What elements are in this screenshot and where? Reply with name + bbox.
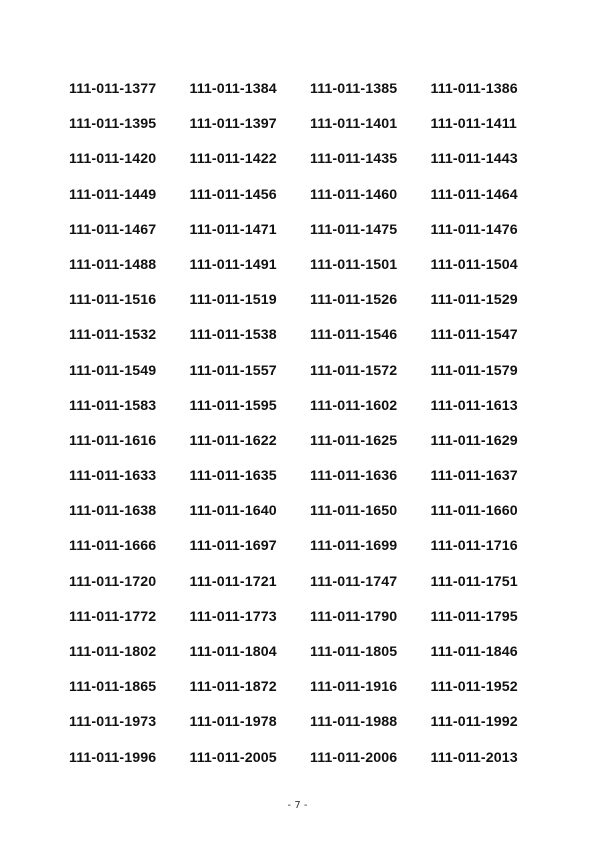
number-item: 111-011-1616: [69, 432, 157, 449]
number-item: 111-011-1546: [310, 327, 398, 344]
number-item: 111-011-1488: [69, 256, 157, 273]
number-item: 111-011-1650: [310, 503, 398, 520]
number-item: 111-011-1865: [69, 679, 157, 696]
number-item: 111-011-1973: [69, 714, 157, 731]
number-item: 111-011-1547: [430, 327, 518, 344]
number-item: 111-011-1385: [310, 81, 398, 97]
number-item: 111-011-1613: [430, 397, 518, 414]
number-item: 111-011-1805: [310, 644, 398, 660]
number-item: 111-011-1602: [310, 397, 398, 414]
number-item: 111-011-1790: [310, 608, 398, 625]
number-item: 111-011-1579: [430, 362, 518, 379]
number-item: 111-011-1449: [69, 186, 157, 203]
number-list: [69, 79, 539, 783]
number-item: 111-011-1476: [430, 221, 518, 238]
number-item: 111-011-1637: [430, 468, 518, 485]
number-item: 111-011-1666: [69, 538, 157, 555]
number-item: 111-011-1557: [189, 362, 277, 379]
number-item: 111-011-2005: [189, 749, 277, 766]
number-item: 111-011-1475: [310, 221, 398, 238]
number-item: 111-011-1420: [69, 151, 157, 168]
number-item: 111-011-2013: [430, 749, 518, 766]
number-item: 111-011-1395: [69, 116, 157, 133]
number-item: 111-011-1978: [189, 714, 277, 731]
number-item: 111-011-1751: [430, 573, 518, 590]
number-item: 111-011-1721: [189, 573, 277, 590]
number-item: 111-011-1501: [310, 256, 398, 273]
number-item: 111-011-1635: [189, 468, 277, 485]
number-item: 111-011-1519: [189, 292, 277, 309]
number-item: 111-011-1992: [430, 714, 518, 731]
number-item: 111-011-1625: [310, 432, 398, 449]
number-item: 111-011-1699: [310, 538, 398, 555]
number-item: 111-011-2006: [310, 749, 398, 766]
number-item: 111-011-1640: [189, 503, 277, 520]
number-item: 111-011-1629: [430, 432, 518, 449]
number-item: 111-011-1435: [310, 151, 398, 168]
number-item: 111-011-1526: [310, 292, 398, 309]
number-item: 111-011-1532: [69, 327, 157, 344]
number-item: 111-011-1460: [310, 186, 398, 203]
number-item: 111-011-1491: [189, 256, 277, 273]
number-item: 111-011-1595: [189, 397, 277, 414]
number-item: 111-011-1583: [69, 397, 157, 414]
number-item: 111-011-1538: [189, 327, 277, 344]
number-item: 111-011-1504: [430, 256, 518, 273]
number-item: 111-011-1529: [430, 292, 518, 309]
number-item: 111-011-1622: [189, 432, 277, 449]
number-item: 111-011-1467: [69, 221, 157, 238]
number-item: 111-011-1443: [430, 151, 518, 168]
number-item: 111-011-1720: [69, 573, 157, 590]
number-item: 111-011-1549: [69, 362, 157, 379]
number-item: 111-011-1386: [430, 81, 518, 97]
number-item: 111-011-1572: [310, 362, 398, 379]
number-item: 111-011-1411: [430, 116, 517, 133]
number-item: 111-011-1804: [189, 644, 277, 660]
number-item: 111-011-1872: [189, 679, 277, 696]
page-number: - 7 -: [287, 800, 308, 811]
number-item: 111-011-1384: [189, 81, 277, 97]
number-item: 111-011-1638: [69, 503, 157, 520]
number-item: 111-011-1636: [310, 468, 398, 485]
number-item: 111-011-1996: [69, 749, 157, 766]
number-item: 111-011-1795: [430, 608, 518, 625]
number-item: 111-011-1471: [189, 221, 277, 238]
number-item: 111-011-1397: [189, 116, 277, 133]
number-item: 111-011-1988: [310, 714, 398, 731]
number-item: 111-011-1464: [430, 186, 518, 203]
number-item: 111-011-1846: [430, 644, 518, 660]
number-item: 111-011-1377: [69, 81, 157, 97]
number-item: 111-011-1633: [69, 468, 157, 485]
number-item: 111-011-1802: [69, 644, 157, 660]
number-item: 111-011-1456: [189, 186, 277, 203]
number-item: 111-011-1422: [189, 151, 277, 168]
number-item: 111-011-1716: [430, 538, 518, 555]
number-item: 111-011-1773: [189, 608, 277, 625]
number-item: 111-011-1401: [310, 116, 398, 133]
number-item: 111-011-1772: [69, 608, 157, 625]
number-item: 111-011-1952: [430, 679, 518, 696]
number-item: 111-011-1660: [430, 503, 518, 520]
number-item: 111-011-1516: [69, 292, 157, 309]
number-item: 111-011-1697: [189, 538, 277, 555]
number-item: 111-011-1916: [310, 679, 398, 696]
number-item: 111-011-1747: [310, 573, 398, 590]
